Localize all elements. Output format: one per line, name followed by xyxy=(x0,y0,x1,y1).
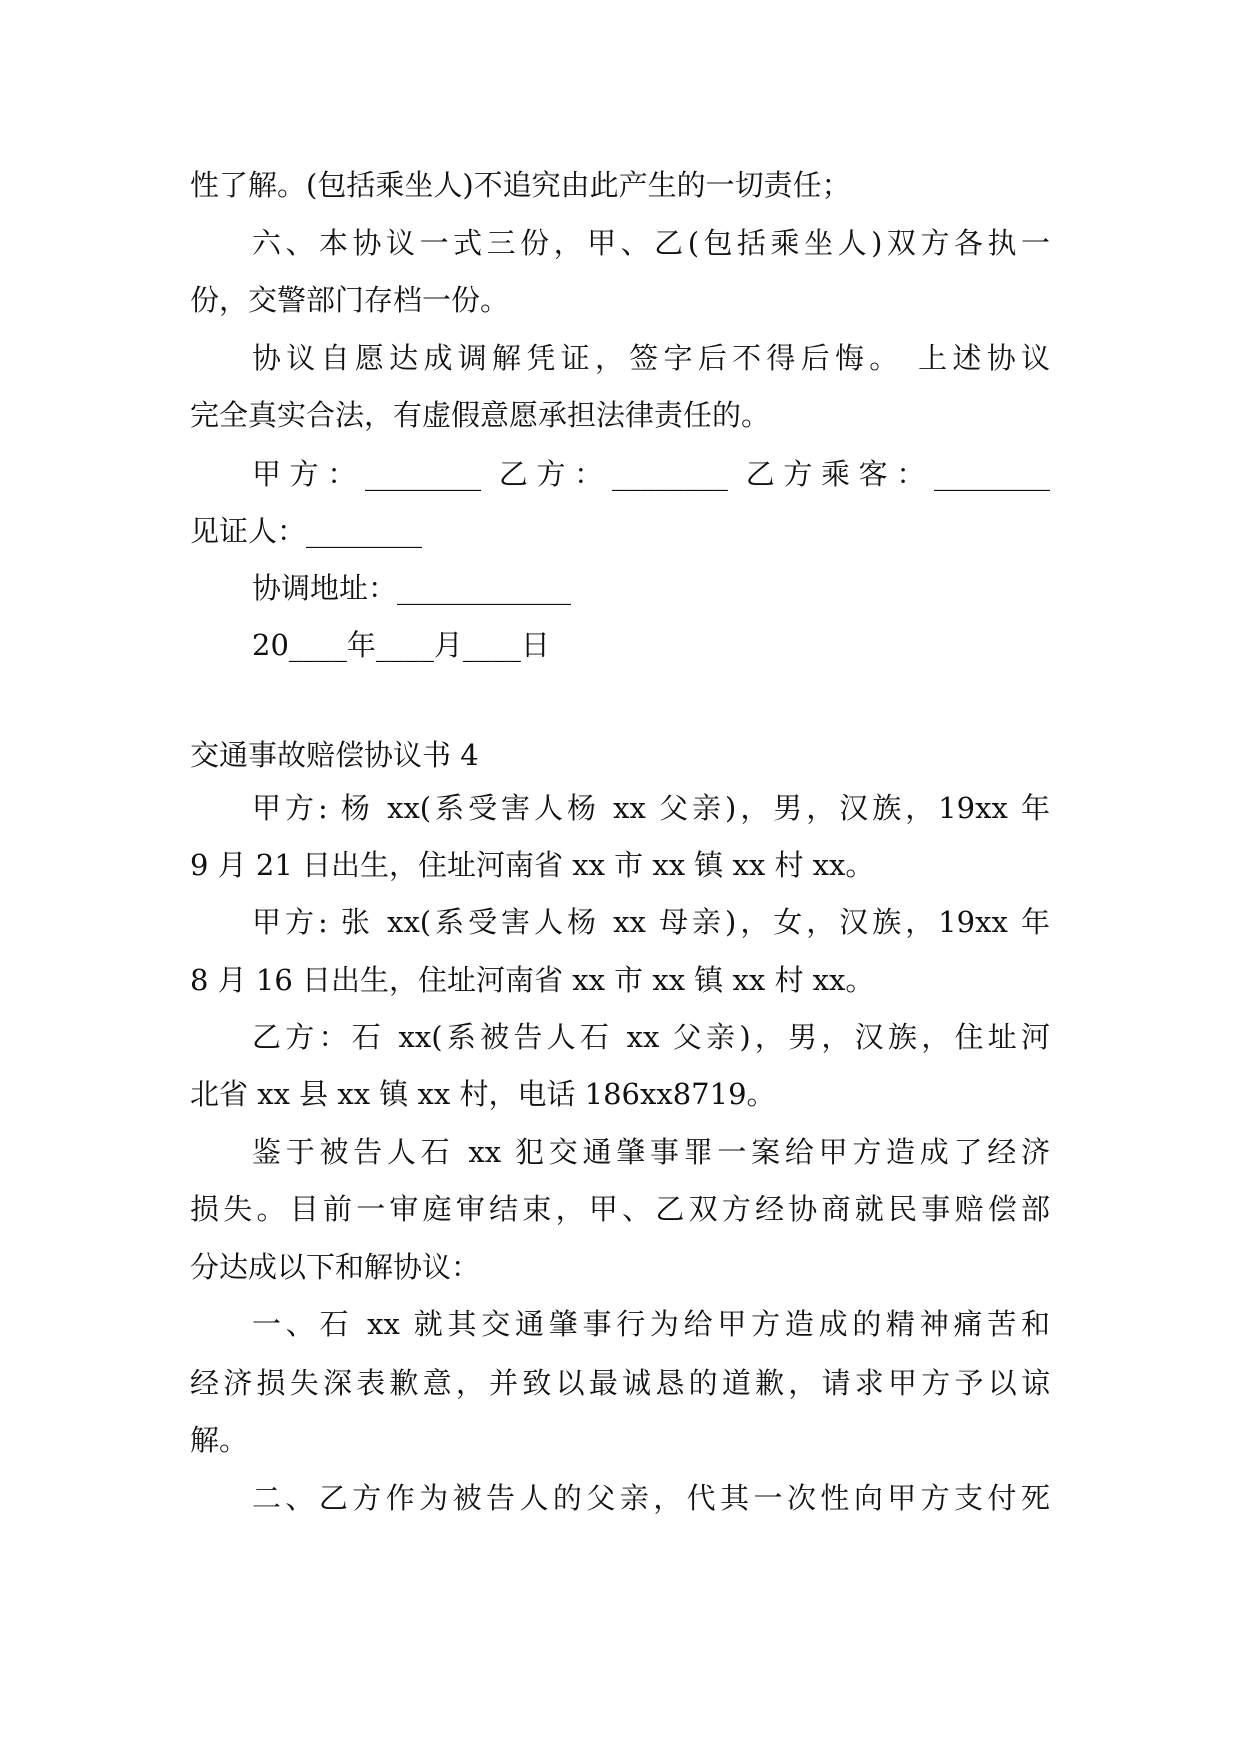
paragraph-line: 性了解。(包括乘坐人)不追究由此产生的一切责任； xyxy=(190,168,851,202)
paragraph-line: 甲方: 杨 xx(系受害人杨 xx 父亲)，男，汉族，19xx 年 xyxy=(252,791,1050,825)
paragraph-line: 分达成以下和解协议： xyxy=(190,1250,481,1284)
paragraph-line: 解。 xyxy=(190,1423,249,1457)
signature-line: 甲方：________ 乙方：________ 乙方乘客：________ xyxy=(252,457,1050,491)
paragraph-line: 经济损失深表歉意，并致以最诚恳的道歉，请求甲方予以谅 xyxy=(190,1366,1050,1400)
paragraph-line: 北省 xx 县 xx 镇 xx 村，电话 186xx8719。 xyxy=(190,1077,776,1111)
paragraph-line: 协议自愿达成调解凭证，签字后不得后悔。 上述协议 xyxy=(252,341,1050,375)
paragraph-line: 份，交警部门存档一份。 xyxy=(190,283,510,317)
paragraph-line: 乙方：石 xx(系被告人石 xx 父亲)，男，汉族，住址河 xyxy=(252,1020,1050,1054)
paragraph-line: 二、乙方作为被告人的父亲，代其一次性向甲方支付死 xyxy=(252,1481,1050,1515)
section-title: 交通事故赔偿协议书 4 xyxy=(190,738,479,772)
paragraph-line: 一、石 xx 就其交通肇事行为给甲方造成的精神痛苦和 xyxy=(252,1307,1050,1341)
date-line: 20____年____月____日 xyxy=(252,628,550,662)
paragraph-line: 鉴于被告人石 xx 犯交通肇事罪一案给甲方造成了经济 xyxy=(252,1135,1050,1169)
paragraph-line: 损失。目前一审庭审结束，甲、乙双方经协商就民事赔偿部 xyxy=(190,1192,1050,1226)
witness-line: 见证人：________ xyxy=(190,514,423,548)
paragraph-line: 甲方: 张 xx(系受害人杨 xx 母亲)，女，汉族，19xx 年 xyxy=(252,905,1050,939)
paragraph-line: 9 月 21 日出生，住址河南省 xx 市 xx 镇 xx 村 xx。 xyxy=(190,848,875,882)
paragraph-line: 六、本协议一式三份，甲、乙(包括乘坐人)双方各执一 xyxy=(252,226,1050,260)
paragraph-line: 完全真实合法，有虚假意愿承担法律责任的。 xyxy=(190,398,771,432)
address-line: 协调地址：____________ xyxy=(252,571,572,605)
paragraph-line: 8 月 16 日出生，住址河南省 xx 市 xx 镇 xx 村 xx。 xyxy=(190,963,875,997)
